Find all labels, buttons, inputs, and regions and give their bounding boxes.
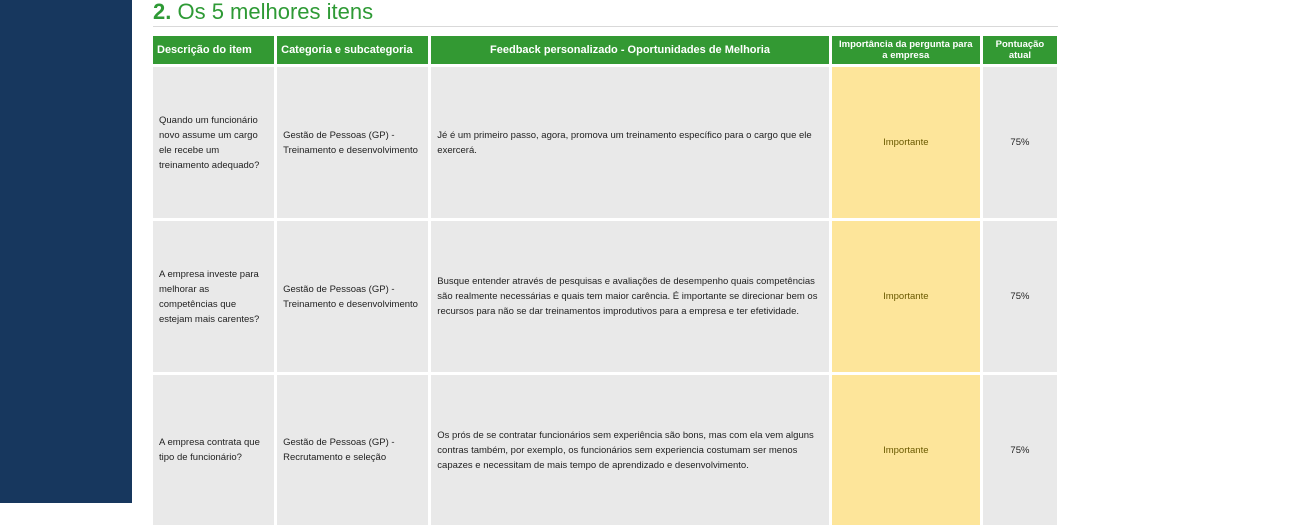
section-title: Os 5 melhores itens — [177, 0, 374, 24]
category-cell: Gestão de Pessoas (GP) - Treinamento e desenvolvimento — [277, 67, 428, 218]
importance-cell: Importante — [832, 67, 980, 218]
feedback-cell: Busque entender através de pesquisas e avaliações de desempenho quais competências são realmente necessárias e quais tem maior carência. É importante se direcionar bem os recursos para não se dar treinamentos improdutivos para a empresa e ter efetividade. — [431, 221, 828, 372]
section-number: 2. — [153, 0, 172, 24]
item-description-cell: A empresa investe para melhorar as competências que estejam mais carentes? — [153, 221, 274, 372]
sidebar-panel — [0, 0, 132, 503]
table-row — [153, 221, 1057, 372]
table-row — [153, 67, 1057, 218]
header-importance: Importância da pergunta para a empresa — [832, 36, 980, 64]
score-cell: 75% — [983, 67, 1057, 218]
item-description-cell: Quando um funcionário novo assume um cargo ele recebe um treinamento adequado? — [153, 67, 274, 218]
section-heading — [153, 0, 1058, 27]
feedback-cell: Os prós de se contratar funcionários sem experiência são bons, mas com ela vem alguns contras também, por exemplo, os funcionários sem experiencia costumam ser menos capazes e necessitam de mais tempo de aprendizado e desenvolvimento. — [431, 375, 828, 525]
score-cell: 75% — [983, 221, 1057, 372]
header-category: Categoria e subcategoria — [277, 36, 428, 64]
item-description-cell: A empresa contrata que tipo de funcionário? — [153, 375, 274, 525]
importance-cell: Importante — [832, 221, 980, 372]
table-header-row — [153, 36, 1057, 64]
category-cell: Gestão de Pessoas (GP) - Recrutamento e seleção — [277, 375, 428, 525]
header-item-description: Descrição do item — [153, 36, 274, 64]
importance-cell: Importante — [832, 375, 980, 525]
header-feedback: Feedback personalizado - Oportunidades de Melhoria — [431, 36, 828, 64]
score-cell: 75% — [983, 375, 1057, 525]
top-items-table — [150, 33, 1060, 528]
header-score: Pontuação atual — [983, 36, 1057, 64]
feedback-cell: Jé é um primeiro passo, agora, promova um treinamento específico para o cargo que ele exercerá. — [431, 67, 828, 218]
category-cell: Gestão de Pessoas (GP) - Treinamento e desenvolvimento — [277, 221, 428, 372]
